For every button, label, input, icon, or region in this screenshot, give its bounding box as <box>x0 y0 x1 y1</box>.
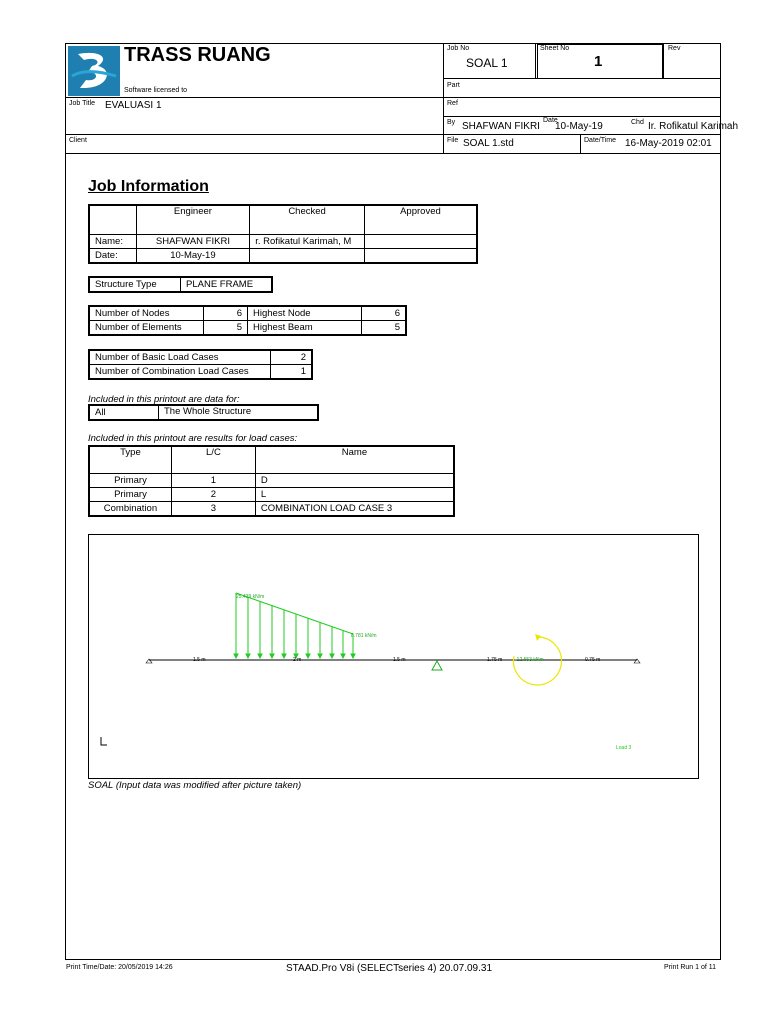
elements-value: 5 <box>204 321 248 336</box>
col-approved: Approved <box>364 205 477 235</box>
load-cases-caption: Included in this printout are results for load cases: <box>88 433 298 444</box>
by-value: SHAFWAN FIKRI <box>462 121 540 132</box>
header-divider-2 <box>65 134 721 135</box>
lc-name: L <box>255 488 454 502</box>
chd-value: Ir. Rofikatul Karimah <box>648 121 739 132</box>
datetime-label: Date/Time <box>584 137 617 144</box>
rev-label: Rev <box>668 45 681 52</box>
span-label: 1.5 m <box>393 657 406 663</box>
licensed-label: Software licensed to <box>124 87 188 94</box>
included-data-table <box>88 404 319 421</box>
moment-label: -12.553 kNm <box>515 657 544 663</box>
structure-type-table <box>88 276 273 293</box>
header-vline-main <box>443 43 444 153</box>
client-label: Client <box>69 137 87 144</box>
header-divider-3 <box>65 153 721 154</box>
lc-type: Primary <box>89 488 171 502</box>
job-title-value: EVALUASI 1 <box>105 100 162 111</box>
load-start-label: 25.439 kN/m <box>236 594 265 600</box>
included-whole: The Whole Structure <box>159 405 319 420</box>
lc-number: 1 <box>171 474 255 488</box>
basic-load-label: Number of Basic Load Cases <box>89 350 271 365</box>
col-type: Type <box>89 446 171 474</box>
company-name: TRASS RUANG <box>124 44 271 66</box>
job-title-label: Job Title <box>69 100 96 107</box>
lc-type: Combination <box>89 502 171 517</box>
sheet-no-label: Sheet No <box>540 45 570 52</box>
highest-node-label: Highest Node <box>248 306 362 321</box>
part-label: Part <box>447 82 460 89</box>
file-value: SOAL 1.std <box>463 138 514 149</box>
highest-beam-label: Highest Beam <box>248 321 362 336</box>
engineer-date: 10-May-19 <box>136 249 250 264</box>
structure-diagram <box>89 535 698 778</box>
footer-program: STAAD.Pro V8i (SELECTseries 4) 20.07.09.31 <box>286 963 493 974</box>
header-divider-1 <box>65 97 721 98</box>
file-label: File <box>447 137 459 144</box>
distributed-load <box>234 593 355 658</box>
lc-type: Primary <box>89 474 171 488</box>
sheet-no-value: 1 <box>594 53 603 70</box>
comb-load-label: Number of Combination Load Cases <box>89 365 271 380</box>
lc-number: 3 <box>171 502 255 517</box>
row-name-label: Name: <box>89 235 136 249</box>
datetime-value: 16-May-2019 02:01 <box>625 138 712 149</box>
load-counts-table <box>88 349 313 380</box>
footer-print-run: Print Run 1 of 11 <box>664 964 717 971</box>
row-date-label: Date: <box>89 249 136 264</box>
highest-node-value: 6 <box>362 306 407 321</box>
highest-beam-value: 5 <box>362 321 407 336</box>
load-cases-table <box>88 445 455 517</box>
header-vline-datetime <box>580 134 581 153</box>
basic-load-value: 2 <box>271 350 313 365</box>
ref-label: Ref <box>447 100 458 107</box>
company-logo-icon <box>68 46 120 96</box>
included-data-caption: Included in this printout are data for: <box>88 394 240 405</box>
col-checked: Checked <box>250 205 365 235</box>
table-row <box>89 488 454 502</box>
included-all: All <box>89 405 159 420</box>
chd-label: Chd <box>631 119 644 126</box>
span-label: 2 m <box>293 657 302 663</box>
col-name: Name <box>255 446 454 474</box>
header-vline-sheet <box>535 43 536 78</box>
elements-label: Number of Elements <box>89 321 204 336</box>
span-label: 1.5 m <box>193 657 206 663</box>
comb-load-value: 1 <box>271 365 313 380</box>
counts-table <box>88 305 407 336</box>
header-divider-by <box>443 116 721 117</box>
table-row <box>89 474 454 488</box>
checked-name: r. Rofikatul Karimah, M <box>250 235 365 249</box>
footer-print-time: Print Time/Date: 20/05/2019 14:26 <box>66 964 173 971</box>
col-lc: L/C <box>171 446 255 474</box>
figure-caption: SOAL (Input data was modified after picture taken) <box>88 780 302 791</box>
header-vline-rev <box>663 43 664 78</box>
table-row <box>89 502 454 517</box>
engineer-name: SHAFWAN FIKRI <box>136 235 250 249</box>
lc-number: 2 <box>171 488 255 502</box>
job-info-title: Job Information <box>88 178 209 195</box>
load-case-label: Load 3 <box>616 745 632 751</box>
date-value: 10-May-19 <box>555 121 603 132</box>
lc-name: COMBINATION LOAD CASE 3 <box>255 502 454 517</box>
structure-type-label: Structure Type <box>89 277 181 292</box>
span-label: 1.75 m <box>487 657 503 663</box>
job-info-table <box>88 204 478 264</box>
nodes-value: 6 <box>204 306 248 321</box>
nodes-label: Number of Nodes <box>89 306 204 321</box>
support-icon <box>432 661 442 670</box>
axis-icon <box>101 737 107 745</box>
date-label: Date <box>543 117 558 124</box>
col-engineer: Engineer <box>136 205 250 235</box>
job-no-label: Job No <box>447 45 470 52</box>
span-label: 0.75 m <box>585 657 601 663</box>
structure-type-value: PLANE FRAME <box>181 277 273 292</box>
lc-name: D <box>255 474 454 488</box>
load-end-label: 8.781 kN/m <box>351 633 377 639</box>
by-label: By <box>447 119 456 126</box>
structure-figure <box>88 534 699 779</box>
job-no-value: SOAL 1 <box>466 56 508 70</box>
